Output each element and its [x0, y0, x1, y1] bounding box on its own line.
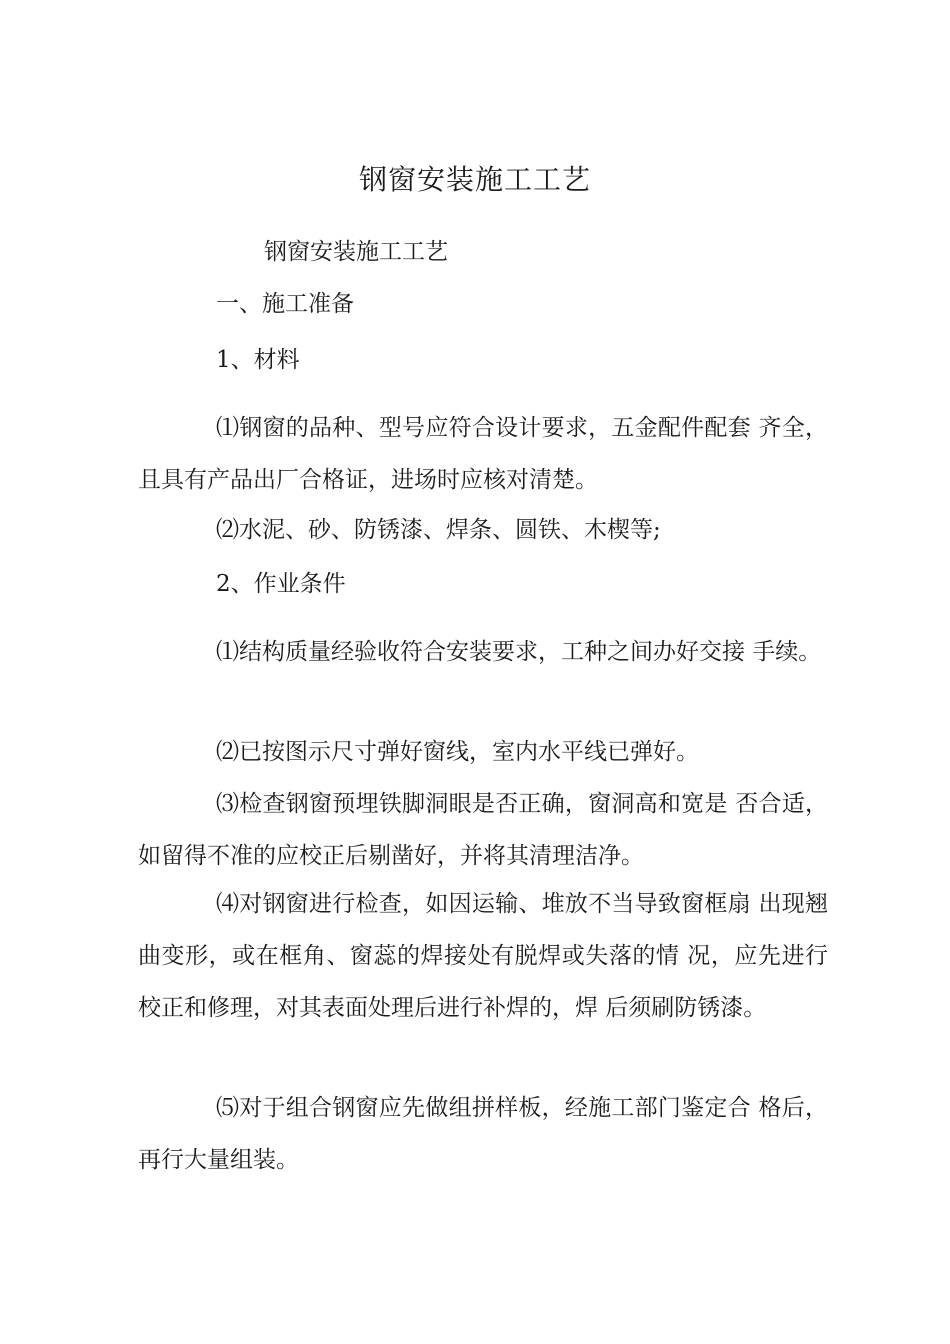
subsection-heading-conditions: 2、作业条件 — [216, 571, 346, 597]
conditions-item-5: ⑸对于组合钢窗应先做组拼样板，经施工部门鉴定合 格后，再行大量组装。 — [138, 1095, 828, 1173]
conditions-item-3: ⑶检查钢窗预埋铁脚洞眼是否正确，窗洞高和宽是 否合适，如留得不准的应校正后剔凿好，并将其清理洁净。 — [138, 791, 828, 869]
document-subtitle: 钢窗安装施工工艺 — [264, 239, 448, 265]
document-title: 钢窗安装施工工艺 — [358, 163, 591, 196]
conditions-item-2: ⑵已按图示尺寸弹好窗线，室内水平线已弹好。 — [216, 739, 699, 765]
materials-item-1: ⑴钢窗的品种、型号应符合设计要求，五金配件配套 齐全，且具有产品出厂合格证，进场时应核对清楚。 — [138, 415, 828, 493]
section-heading-preparation: 一、施工准备 — [216, 291, 354, 317]
subsection-heading-materials: 1、材料 — [216, 347, 300, 373]
conditions-item-1: ⑴结构质量经验收符合安装要求，工种之间办好交接 手续。 — [216, 639, 822, 665]
conditions-item-4: ⑷对钢窗进行检查，如因运输、堆放不当导致窗框扇 出现翘曲变形，或在框角、窗蕊的焊接处有脱焊或失落的情 况，应先进行校正和修理，对其表面处理后进行补焊的，焊 后须刷防锈漆。 — [138, 891, 828, 1021]
materials-item-2: ⑵水泥、砂、防锈漆、焊条、圆铁、木楔等; — [216, 517, 661, 543]
